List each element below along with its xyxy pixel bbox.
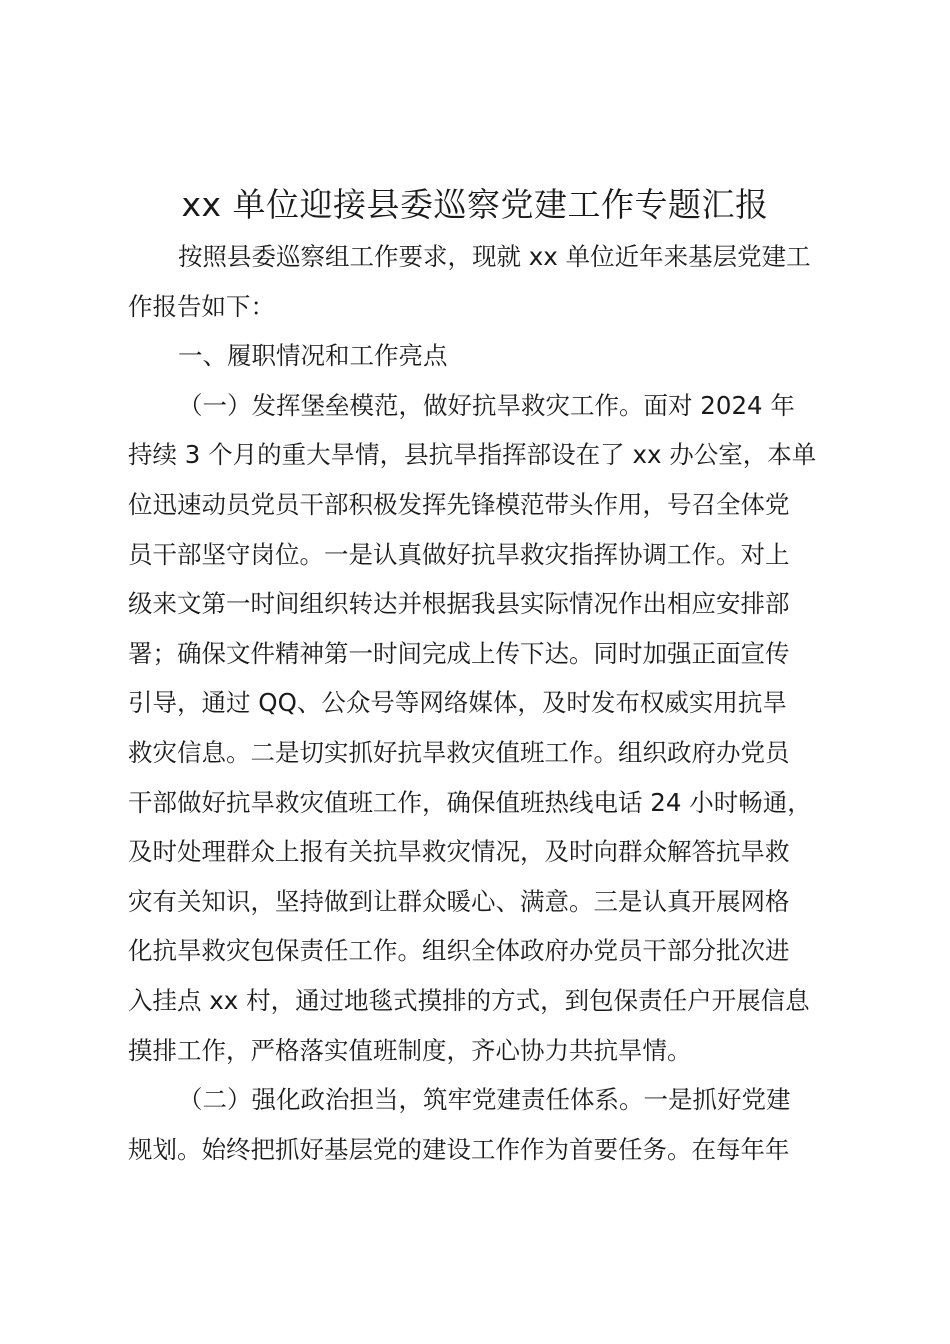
- text-line: （一）发挥堡垒模范，做好抗旱救灾工作。面对 2024 年: [178, 390, 795, 420]
- text-line: 救灾信息。二是切实抓好抗旱救灾值班工作。组织政府办党员: [128, 737, 790, 767]
- text-line: 持续 3 个月的重大旱情，县抗旱指挥部设在了 xx 办公室，本单: [128, 440, 817, 470]
- text-line: 署；确保文件精神第一时间完成上传下达。同时加强正面宣传: [128, 638, 790, 668]
- text-line: 灾有关知识，坚持做到让群众暖心、满意。三是认真开展网格: [128, 886, 790, 916]
- text-line: 干部做好抗旱救灾值班工作，确保值班热线电话 24 小时畅通，: [128, 787, 812, 817]
- text-line: 入挂点 xx 村，通过地毯式摸排的方式，到包保责任户开展信息: [128, 985, 810, 1015]
- text-line: 规划。始终把抓好基层党的建设工作作为首要任务。在每年年: [128, 1134, 790, 1164]
- text-line: 引导，通过 QQ、公众号等网络媒体，及时发布权威实用抗旱: [128, 688, 787, 718]
- text-line: 作报告如下：: [128, 291, 275, 321]
- text-line: 级来文第一时间组织转达并根据我县实际情况作出相应安排部: [128, 589, 790, 619]
- text-line: 位迅速动员党员干部积极发挥先锋模范带头作用，号召全体党: [128, 489, 790, 519]
- text-line: 摸排工作，严格落实值班制度，齐心协力共抗旱情。: [128, 1035, 692, 1065]
- text-line: 按照县委巡察组工作要求，现就 xx 单位近年来基层党建工: [178, 242, 811, 271]
- document-title: xx 单位迎接县委巡察党建工作专题汇报: [181, 185, 769, 224]
- text-line: 员干部坚守岗位。一是认真做好抗旱救灾指挥协调工作。对上: [128, 539, 790, 569]
- document-body: [128, 232, 836, 1174]
- text-line: 及时处理群众上报有关抗旱救灾情况，及时向群众解答抗旱救: [128, 837, 790, 867]
- text-line: （二）强化政治担当，筑牢党建责任体系。一是抓好党建: [178, 1085, 791, 1115]
- text-line: 化抗旱救灾包保责任工作。组织全体政府办党员干部分批次进: [128, 936, 790, 966]
- text-line: 一、履职情况和工作亮点: [178, 341, 448, 371]
